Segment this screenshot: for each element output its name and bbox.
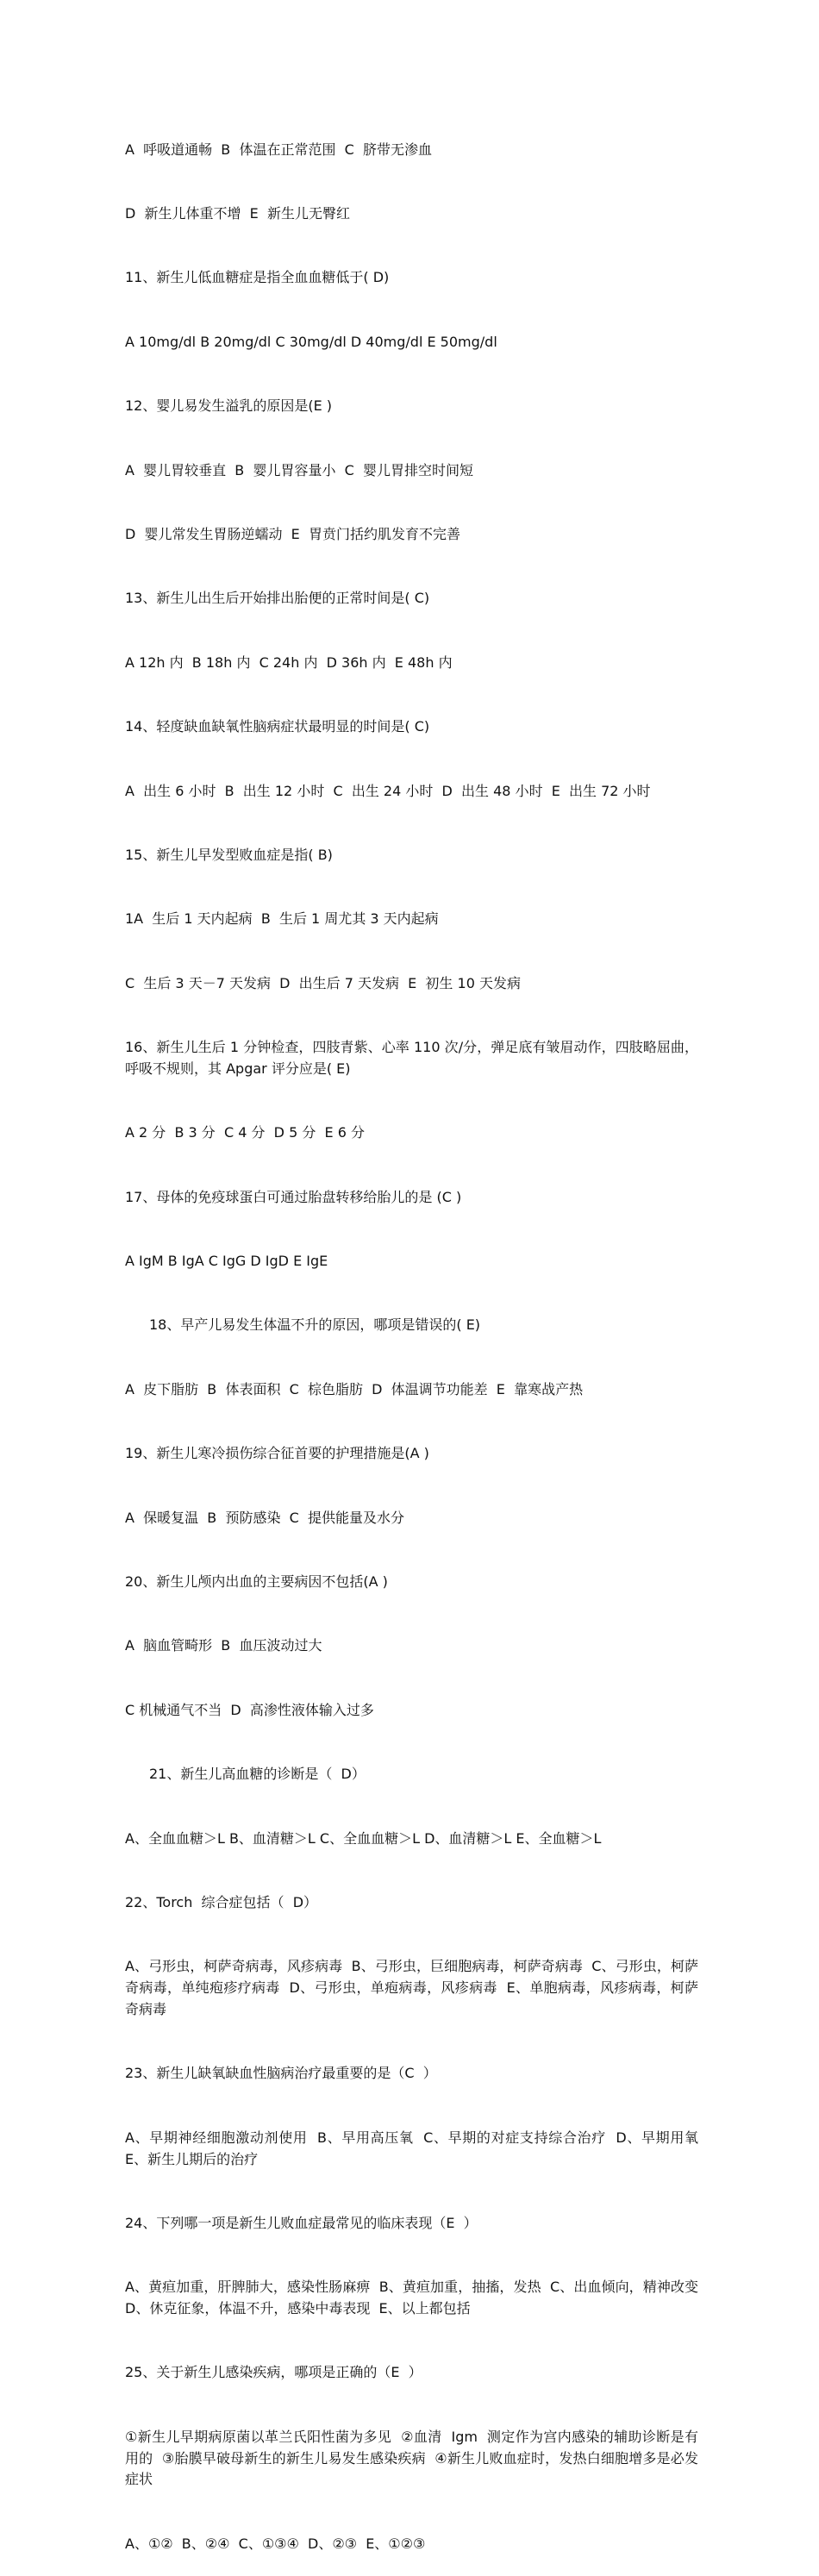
- options-15: C 生后 3 天－7 天发病 D 出生后 7 天发病 E 初生 10 天发病: [125, 974, 521, 991]
- question-25: 25、关于新生儿感染疾病，哪项是正确的（E ）: [125, 2364, 422, 2381]
- options-17: A IgM B IgA C IgG D IgD E IgE: [125, 1253, 328, 1270]
- options-12: D 婴儿常发生胃肠逆蠕动 E 胃贲门括约肌发育不完善: [125, 525, 460, 542]
- question-22: 22、Torch 综合症包括（ D）: [125, 1893, 318, 1910]
- question-19: 19、新生儿寒冷损伤综合征首要的护理措施是(A ): [125, 1445, 429, 1462]
- options-11: A 10mg/dl B 20mg/dl C 30mg/dl D 40mg/dl E 50mg/dl: [125, 333, 497, 350]
- question-23: 23、新生儿缺氧缺血性脑病治疗最重要的是（C ）: [125, 2065, 437, 2082]
- question-14: 14、轻度缺血缺氧性脑病症状最明显的时间是( C): [125, 718, 430, 735]
- options-23: A、早期神经细胞激动剂使用 B、早用高压氧 C、早期的对症支持综合治疗 D、早期用氧 E、新生儿期后的治疗: [125, 2129, 708, 2167]
- options-12: A 婴儿胃较垂直 B 婴儿胃容量小 C 婴儿胃排空时间短: [125, 461, 473, 478]
- question-20: 20、新生儿颅内出血的主要病因不包括(A ): [125, 1572, 388, 1590]
- text-line: D 新生儿体重不增 E 新生儿无臀红: [125, 204, 350, 222]
- question-15: 15、新生儿早发型败血症是指( B): [125, 846, 333, 863]
- options-18: A 皮下脂肪 B 体表面积 C 棕色脂肪 D 体温调节功能差 E 靠寒战产热: [125, 1380, 584, 1397]
- options-19: A 保暖复温 B 预防感染 C 提供能量及水分: [125, 1509, 404, 1526]
- question-18: 18、早产儿易发生体温不升的原因，哪项是错误的( E): [149, 1316, 481, 1334]
- question-12: 12、婴儿易发生溢乳的原因是(E ): [125, 397, 333, 415]
- question-21: 21、新生儿高血糖的诊断是（ D）: [149, 1766, 366, 1783]
- question-13: 13、新生儿出生后开始排出胎便的正常时间是( C): [125, 590, 430, 607]
- question-17: 17、母体的免疫球蛋白可通过胎盘转移给胎儿的是 (C ): [125, 1188, 462, 1205]
- options-21: A、全血血糖＞L B、血清糖＞L C、全血血糖＞L D、血清糖＞L E、全血糖＞L: [125, 1829, 602, 1847]
- document-page: [125, 97, 708, 2576]
- options-22: A、弓形虫，柯萨奇病毒，风疹病毒 B、弓形虫，巨细胞病毒，柯萨奇病毒 C、弓形虫，柯萨奇病毒，单纯疱疹疗病毒 D、弓形虫，单疱病毒，风疹病毒 E、单胞病毒，风疹病毒，柯萨奇病毒: [125, 1958, 698, 2017]
- options-14: A 出生 6 小时 B 出生 12 小时 C 出生 24 小时 D 出生 48 小时 E 出生 72 小时: [125, 782, 651, 799]
- options-25: A、①② B、②④ C、①③④ D、②③ E、①②③: [125, 2535, 426, 2552]
- options-20: C 机械通气不当 D 高渗性液体输入过多: [125, 1701, 374, 1718]
- options-16: A 2 分 B 3 分 C 4 分 D 5 分 E 6 分: [125, 1124, 365, 1141]
- statements-25: ①新生儿早期病原菌以革兰氏阳性菌为多见 ②血清 Igm 测定作为宫内感染的辅助诊断是有用的 ③胎膜早破母新生的新生儿易发生感染疾病 ④新生儿败血症时，发热白细胞增多是必发症状: [125, 2428, 698, 2488]
- question-11: 11、新生儿低血糖症是指全血血糖低于( D): [125, 269, 390, 286]
- text-line: A 呼吸道通畅 B 体温在正常范围 C 脐带无渗血: [125, 141, 432, 158]
- options-15: 1A 生后 1 天内起病 B 生后 1 周尤其 3 天内起病: [125, 910, 439, 928]
- options-20: A 脑血管畸形 B 血压波动过大: [125, 1637, 322, 1654]
- question-16: 16、新生儿生后 1 分钟检查，四肢青紫、心率 110 次/分，弹足底有皱眉动作，四肢略屈曲，呼吸不规则，其 Apgar 评分应是( E): [125, 1039, 698, 1077]
- options-13: A 12h 内 B 18h 内 C 24h 内 D 36h 内 E 48h 内: [125, 653, 453, 671]
- options-24: A、黄疸加重，肝脾肺大，感染性肠麻痹 B、黄疸加重，抽搐，发热 C、出血倾向，精神改变 D、休克征象，体温不升，感染中毒表现 E、以上都包括: [125, 2279, 708, 2317]
- question-24: 24、下列哪一项是新生儿败血症最常见的临床表现（E ）: [125, 2214, 478, 2231]
